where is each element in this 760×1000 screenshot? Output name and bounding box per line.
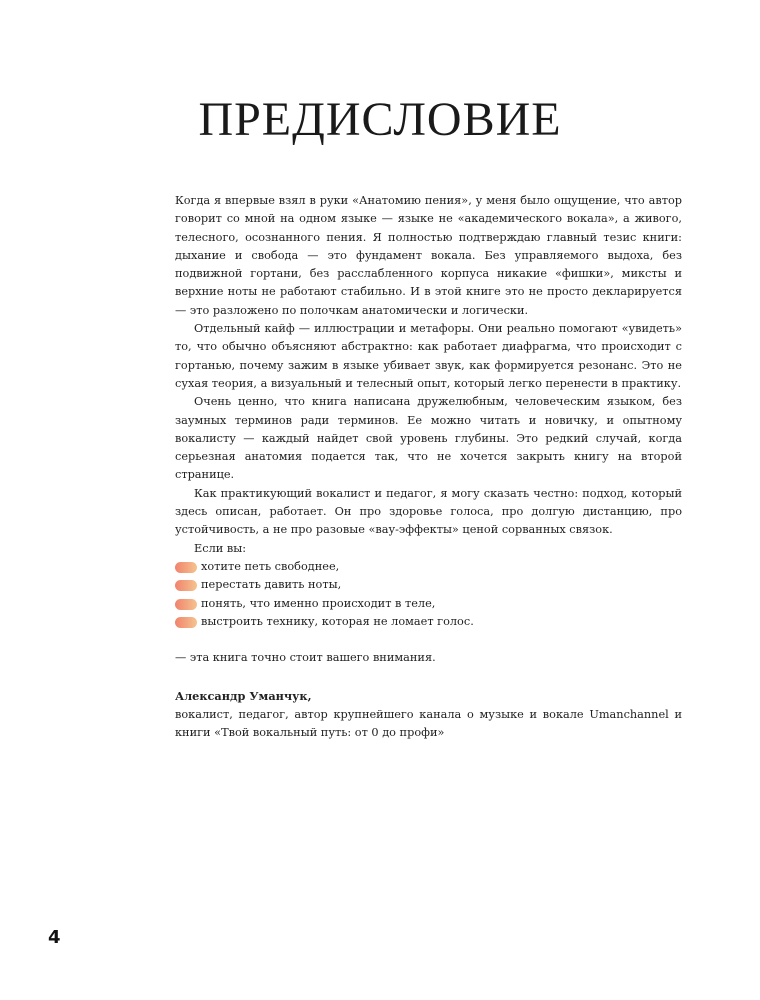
list-item — [175, 595, 682, 613]
bullet-pill-icon — [175, 580, 197, 591]
paragraph: Когда я впервые взял в руки «Анатомию пения», у меня было ощущение, что автор говорит со мной на одном языке — языке не «академического вокала», а живого, телесного, осознанного пения. Я полностью подтверждаю главный тезис книги: дыхание и свобода — это фундамент вокала. Без управляемого выдоха, без подвижной гортани, без расслабленного корпуса никакие «фишки», миксты и верхние ноты не работают стабильно. И в этой книге это не просто декларируется — это разложено по полочкам анатомически и логически. — [175, 194, 682, 317]
list-item — [175, 576, 682, 594]
list-item — [175, 558, 682, 576]
list-item — [175, 613, 682, 631]
foreword-body — [175, 192, 682, 742]
list-intro: Если вы: — [194, 541, 247, 555]
bullet-pill-icon — [175, 562, 197, 573]
bullet-pill-icon — [175, 617, 197, 628]
paragraph: Отдельный кайф — иллюстрации и метафоры. Они реально помогают «увидеть» то, что обычно объясняют абстрактно: как работает диафрагма, что происходит с гортанью, почему зажим в языке убивает звук, как формируется резонанс. Это не сухая теория, а визуальный и телесный опыт, который легко перенести в практику. — [175, 322, 682, 390]
author-block — [175, 687, 682, 742]
author-bio: вокалист, педагог, автор крупнейшего канала о музыке и вокале Umanchannel и книги «Твой вокальный путь: от 0 до профи» — [175, 707, 682, 740]
bullet-pill-icon — [175, 599, 197, 610]
page-title: ПРЕДИСЛОВИЕ — [198, 93, 562, 146]
list-item-text: перестать давить ноты, — [201, 578, 342, 592]
paragraph: Очень ценно, что книга написана дружелюбным, человеческим языком, без заумных терминов ради терминов. Ее можно читать и новичку, и опытному вокалисту — каждый найдет свой уровень глубины. Это редкий случай, когда серьезная анатомия подается так, что не хочется закрыть книгу на второй странице. — [175, 395, 682, 482]
closing-line: — эта книга точно стоит вашего внимания. — [175, 651, 436, 665]
paragraph: Как практикующий вокалист и педагог, я могу сказать честно: подход, который здесь описан, работает. Он про здоровье голоса, про долгую дистанцию, про устойчивость, а не про разовые «вау-эффекты» ценой сорванных связок. — [175, 486, 682, 537]
author-name: Александр Уманчук, — [175, 689, 312, 704]
list-item-text: хотите петь свободнее, — [201, 559, 340, 573]
list-item-text: понять, что именно происходит в теле, — [201, 596, 436, 610]
page-number: 4 — [48, 927, 61, 948]
bullet-list — [175, 558, 682, 631]
list-item-text: выстроить технику, которая не ломает голос. — [201, 614, 474, 628]
